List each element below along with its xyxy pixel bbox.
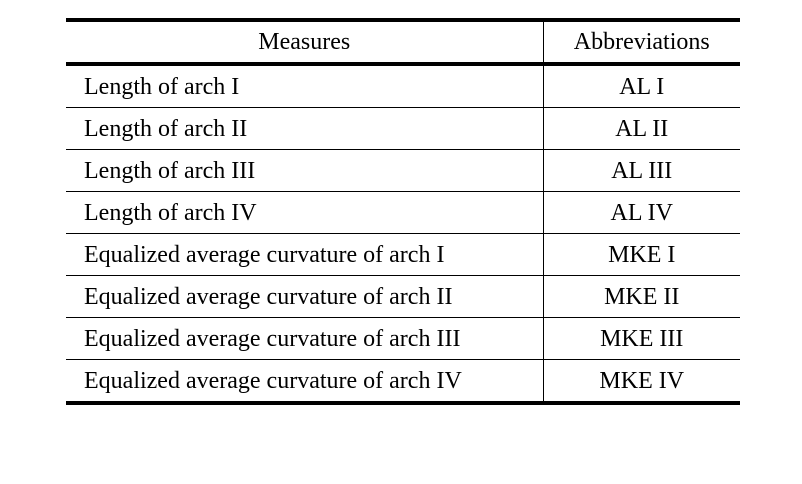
table-header [66,20,740,64]
measure-cell: Equalized average curvature of arch III [66,318,543,360]
header-abbreviations: Abbreviations [543,20,740,64]
table-row [66,108,740,150]
table-row [66,360,740,404]
measure-cell: Equalized average curvature of arch IV [66,360,543,404]
measure-cell: Length of arch II [66,108,543,150]
measure-cell: Equalized average curvature of arch I [66,234,543,276]
abbreviation-cell: AL III [543,150,740,192]
abbreviation-cell: AL II [543,108,740,150]
measure-cell: Length of arch IV [66,192,543,234]
measure-cell: Equalized average curvature of arch II [66,276,543,318]
abbreviation-cell: MKE III [543,318,740,360]
header-measures: Measures [258,29,351,55]
abbreviation-cell: AL I [543,64,740,108]
table-row [66,318,740,360]
table-body [66,64,740,403]
table-row [66,192,740,234]
table-row [66,276,740,318]
abbreviation-cell: MKE IV [543,360,740,404]
measures-table [66,18,740,405]
measure-cell: Length of arch I [84,73,240,100]
table-row [66,150,740,192]
table-row [66,234,740,276]
table-row [66,64,740,108]
header-row [66,20,740,64]
abbreviation-cell: MKE I [543,234,740,276]
abbreviation-cell: MKE II [543,276,740,318]
measure-cell: Length of arch III [66,150,543,192]
abbreviation-cell: AL IV [543,192,740,234]
